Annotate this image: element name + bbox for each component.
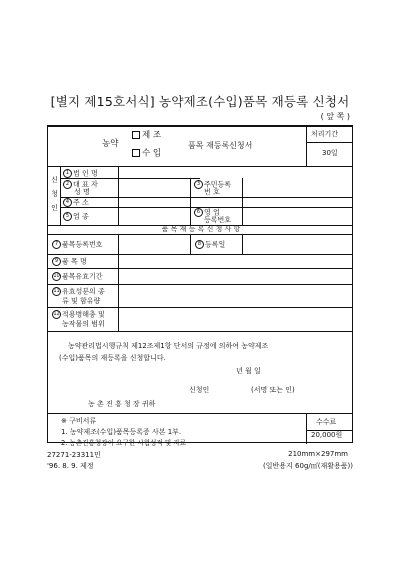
- item-reg-no-field[interactable]: [120, 235, 189, 253]
- manufacture-label: 제 조: [142, 130, 162, 141]
- paper-type: (일반용지 60g/㎡(재활용품)): [263, 462, 353, 470]
- attachments-title: ※ 구비서류: [61, 417, 97, 425]
- item-name-field[interactable]: [120, 255, 351, 267]
- form-title: [별지 제15호서식] 농약제조(수입)품목 재등록 신청서: [50, 94, 350, 109]
- circled-6-icon: 6: [194, 208, 203, 217]
- processing-period-value: 30일: [322, 149, 338, 157]
- import-label: 수 입: [142, 148, 162, 159]
- circled-12-icon: 12: [53, 311, 60, 317]
- address-field[interactable]: [120, 198, 351, 206]
- ingredients-field[interactable]: [120, 285, 351, 306]
- circled-10-icon: 10: [53, 273, 60, 279]
- enactment-date: '96. 8. 9. 제정: [47, 462, 94, 470]
- signature-note: (서명 또는 인): [251, 386, 295, 394]
- rep-name-label-2: 성 명: [74, 188, 90, 196]
- attachment-1: 1. 농약제조(수입)품목등록증 사본 1부.: [61, 428, 182, 436]
- date-line: 년 월 일: [236, 367, 261, 375]
- circled-8-icon: 8: [195, 240, 204, 249]
- fee-value: 20,000원: [311, 431, 343, 439]
- import-checkbox[interactable]: [132, 149, 140, 157]
- statement-line-2: (수입)품목의 재등록을 신청합니다.: [59, 354, 166, 362]
- validity-field[interactable]: [120, 269, 351, 283]
- circled-5-icon: 5: [63, 212, 72, 221]
- reg-date-field[interactable]: [244, 235, 351, 253]
- corp-name-label: 1 법 인 명: [63, 169, 98, 179]
- form-title-prefix: 농약: [102, 139, 119, 149]
- application-form: [47, 125, 353, 447]
- form-title-suffix: 품목 재등록신청서: [188, 141, 253, 150]
- form-code: 27271-23311민: [47, 451, 101, 459]
- circled-1-icon: 1: [63, 169, 72, 178]
- circled-3-icon: 3: [194, 180, 203, 189]
- paper-size: 210mm×297mm: [288, 450, 348, 458]
- rep-name-field[interactable]: [120, 179, 189, 196]
- circled-2-icon: 2: [63, 180, 72, 189]
- circled-4-icon: 4: [63, 198, 72, 207]
- fee-label: 수수료: [316, 418, 337, 426]
- ingredients-label-2: 류 및 함유량: [62, 297, 101, 305]
- attachment-2: 2. 농촌진흥청장이 요구한 시험성적 및 자료: [61, 439, 187, 447]
- ingredients-label: 11 유효성분의 종: [53, 287, 105, 296]
- circled-7-icon: 7: [52, 240, 61, 249]
- statement-line-1: 농약관리법시행규칙 제12조제1항 단서의 규정에 의하여 농약제조: [68, 342, 269, 350]
- resident-no-label: 3 주민등록: [194, 180, 231, 190]
- business-type-label: 5 업 종: [63, 212, 89, 222]
- option-import[interactable]: [132, 149, 161, 159]
- option-manufacture[interactable]: [132, 131, 161, 141]
- applicant-label: 신청인: [51, 176, 58, 212]
- scope-label-2: 농작물의 범위: [62, 320, 105, 328]
- circled-11-icon: 11: [53, 288, 60, 294]
- page-side-label: ( 앞 쪽 ): [320, 112, 350, 121]
- business-reg-label-2: 등록번호: [204, 216, 232, 224]
- rep-name-label: 2 대 표 자: [63, 180, 98, 190]
- applicant-sign-label: 신청인: [189, 386, 210, 394]
- reg-date-label: 8 등록일: [195, 240, 225, 250]
- resident-no-label-2: 번 호: [204, 188, 220, 196]
- business-reg-label: 6 영 업: [194, 208, 220, 218]
- item-reg-no-label: 7 품목등록번호: [52, 240, 103, 250]
- corp-name-field[interactable]: [120, 167, 351, 177]
- scope-field[interactable]: [120, 308, 351, 330]
- resident-no-field[interactable]: [244, 179, 351, 196]
- address-label: 4 주 소: [63, 198, 89, 208]
- business-reg-field[interactable]: [244, 208, 351, 224]
- manufacture-checkbox[interactable]: [132, 131, 140, 139]
- scope-label: 12 적용병해충 및: [53, 310, 105, 319]
- circled-9-icon: 9: [52, 257, 61, 266]
- addressee: 농 촌 진 흥 청 장 귀하: [88, 400, 156, 408]
- item-name-label: 9 품 목 명: [52, 257, 87, 267]
- validity-label: 10 품목유효기간: [53, 272, 103, 281]
- section-title: 품 목 재 등 록 신 청 사 항: [161, 225, 241, 233]
- processing-period-label: 처리기간: [311, 130, 339, 138]
- business-type-field[interactable]: [120, 208, 189, 224]
